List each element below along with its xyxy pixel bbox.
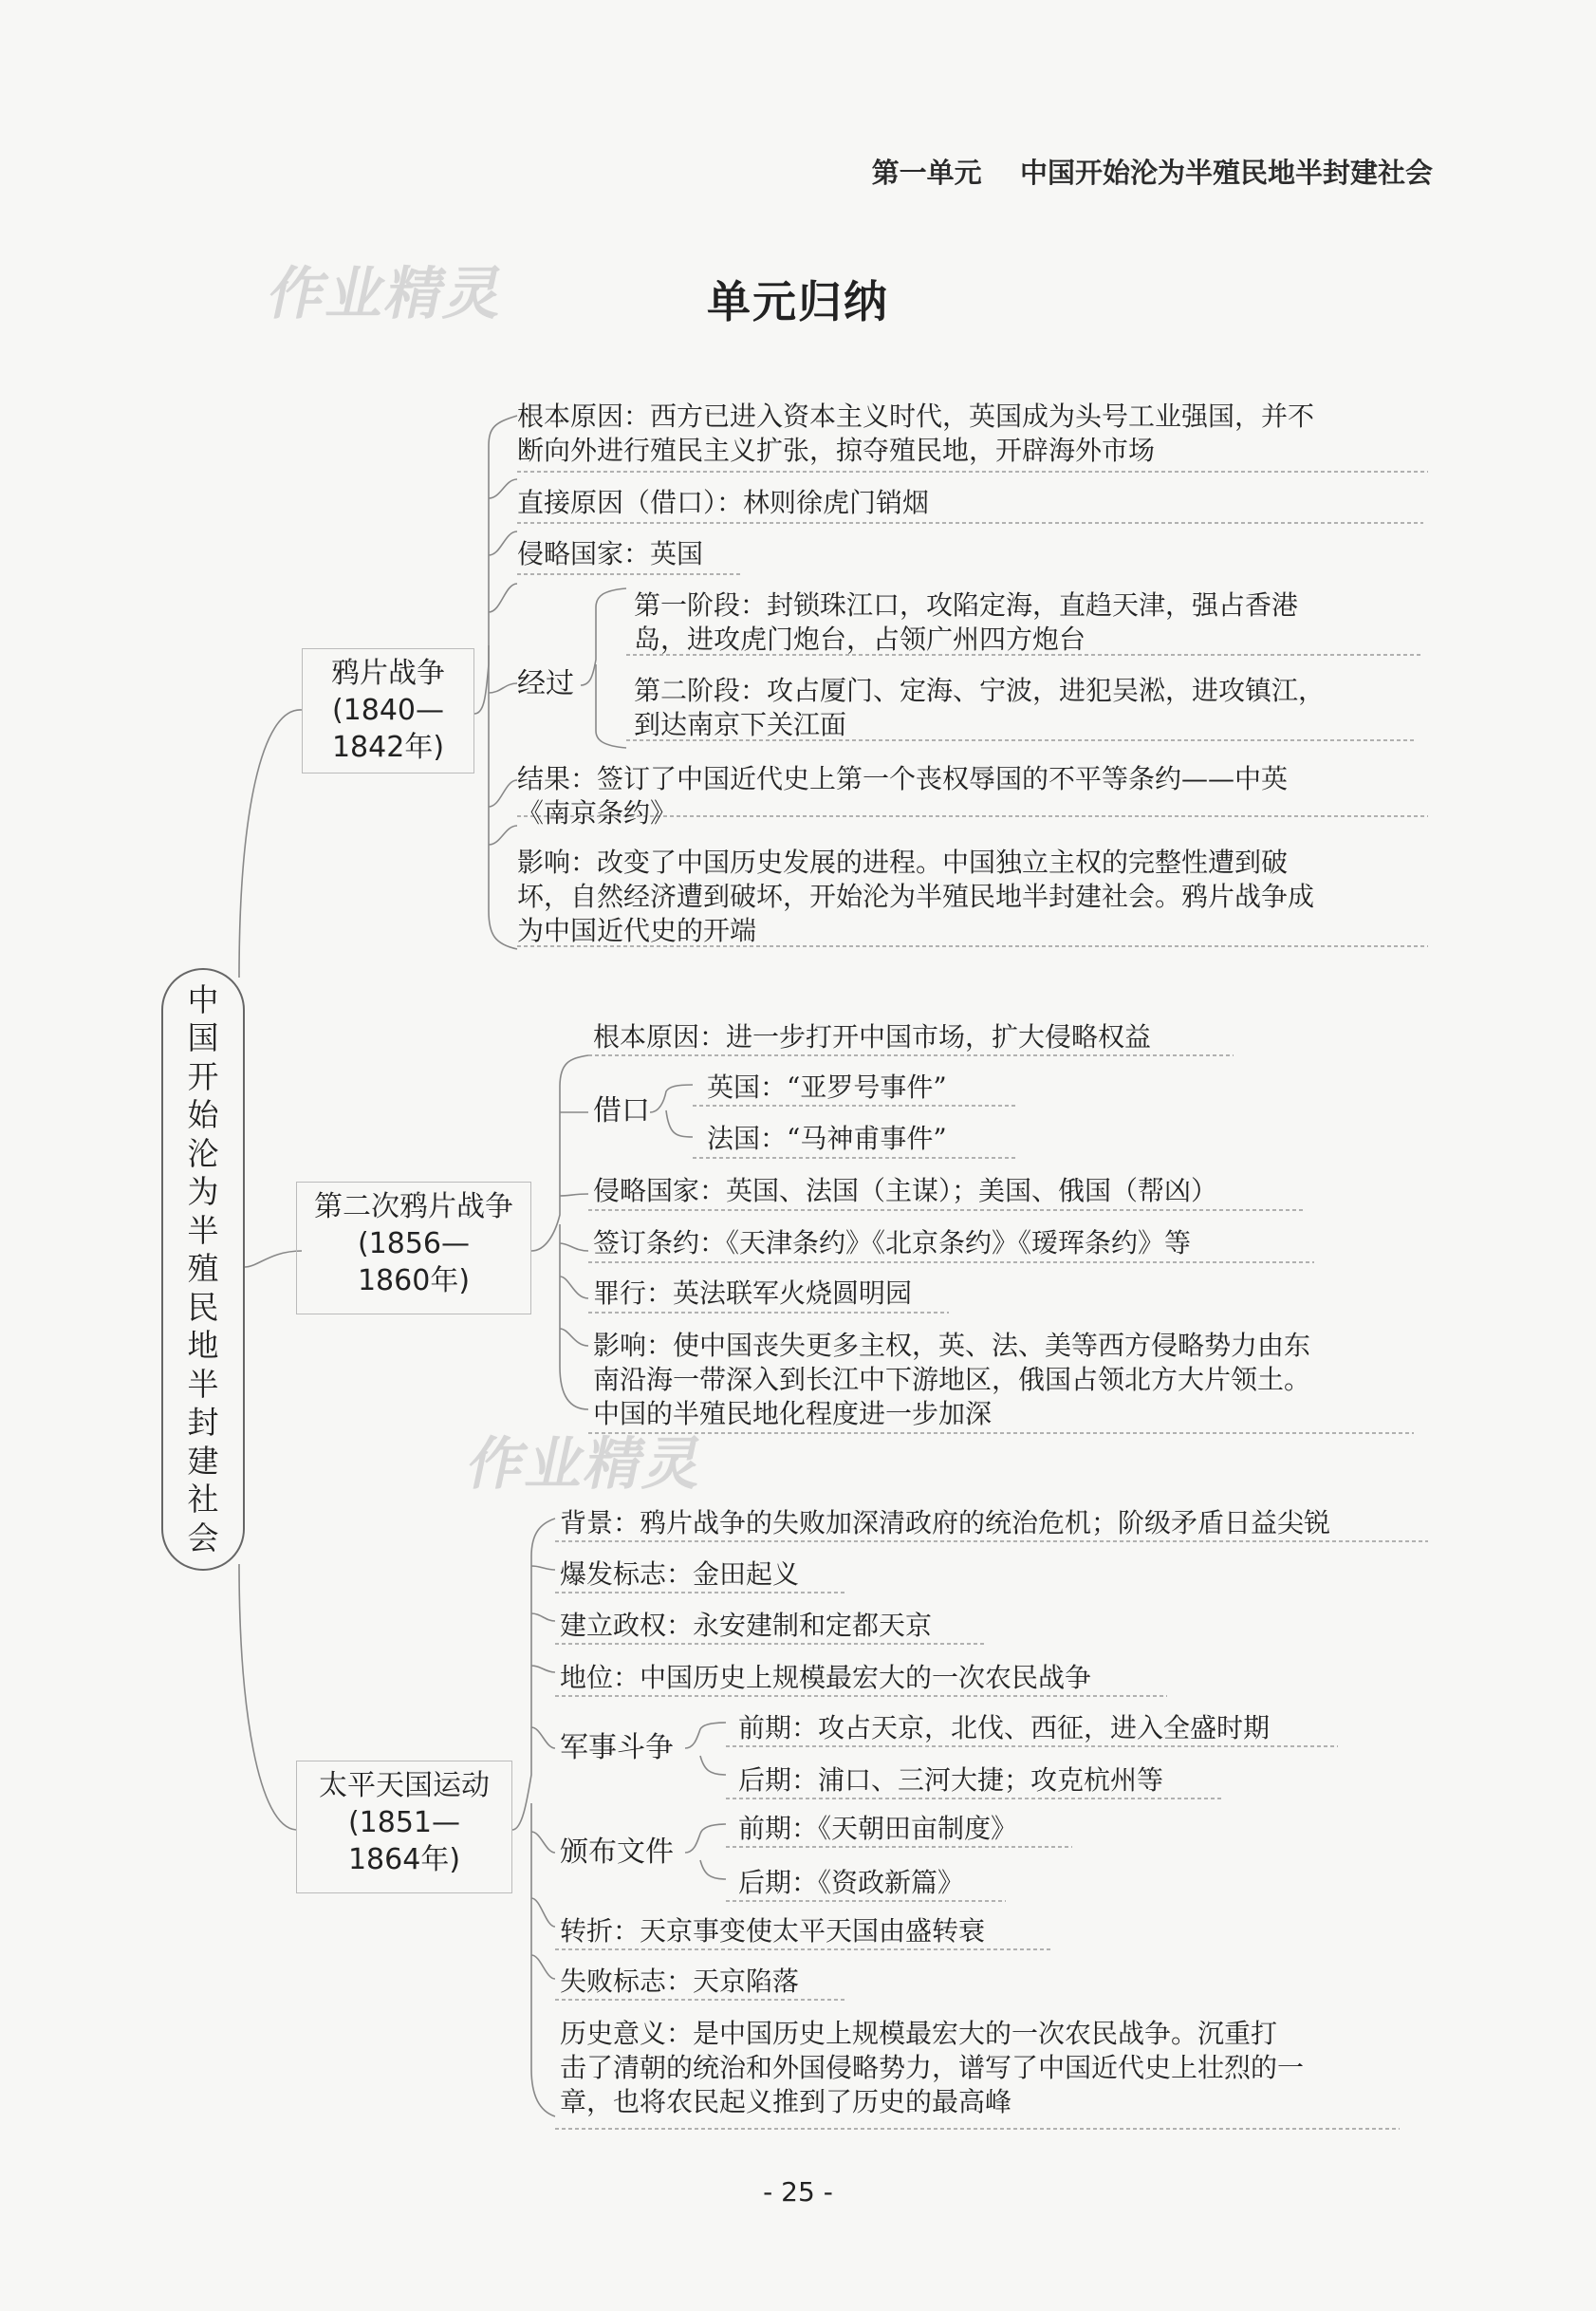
taiping-documents-label: 颁布文件 [560, 1836, 674, 1869]
second-root-cause: 根本原因：进一步打开中国市场，扩大侵略权益 [593, 1021, 1152, 1053]
second-treaties: 签订条约：《天津条约》《北京条约》《瑷珲条约》等 [593, 1227, 1192, 1258]
taiping-years-start: (1851— [347, 1806, 461, 1839]
taiping-outbreak: 爆发标志：金田起义 [560, 1558, 800, 1590]
taiping-doc-late: 后期：《资政新篇》 [738, 1867, 965, 1898]
root-char: 建 [187, 1442, 219, 1480]
root-char: 始 [187, 1096, 219, 1134]
taiping-regime: 建立政权：永安建制和定都天京 [560, 1610, 933, 1641]
second-aggressors: 侵略国家：英国、法国（主谋）；美国、俄国（帮凶） [593, 1175, 1218, 1206]
unit-label: 第一单元 [871, 157, 982, 189]
unit-title: 中国开始沦为半殖民地半封建社会 [1019, 157, 1433, 189]
root-char: 半 [187, 1365, 219, 1403]
taiping-military-late: 后期：浦口、三河大捷；攻克杭州等 [738, 1764, 1164, 1796]
watermark-top: 作业精灵 [262, 261, 512, 327]
taiping-significance-line3: 章，也将农民起义推到了历史的最高峰 [560, 2086, 1012, 2117]
opium-result-line2: 《南京条约》 [517, 797, 677, 829]
second-war-node [296, 1182, 531, 1314]
opium-war-node [302, 648, 474, 773]
second-pretext-label: 借口 [593, 1094, 650, 1128]
opium-impact-line1: 影响：改变了中国历史发展的进程。中国独立主权的完整性遭到破 [517, 847, 1289, 878]
root-node [161, 968, 245, 1571]
root-char: 中 [187, 980, 219, 1018]
root-char: 半 [187, 1211, 219, 1249]
second-war-years-end: 1860年) [357, 1264, 471, 1297]
opium-war-years-start: (1840— [331, 694, 445, 727]
opium-impact-line2: 坏，自然经济遭到破坏，开始沦为半殖民地半封建社会。鸦片战争成 [517, 881, 1315, 912]
taiping-significance-line2: 击了清朝的统治和外国侵略势力，谱写了中国近代史上壮烈的一 [560, 2052, 1305, 2083]
page-title: 单元归纳 [707, 276, 889, 327]
taiping-status: 地位：中国历史上规模最宏大的一次农民战争 [560, 1662, 1092, 1693]
opium-aggressor: 侵略国家：英国 [517, 538, 704, 569]
taiping-name: 太平天国运动 [319, 1769, 490, 1802]
root-char: 会 [187, 1519, 219, 1556]
opium-process-label: 经过 [517, 667, 574, 700]
root-char: 开 [187, 1057, 219, 1095]
second-impact-line1: 影响：使中国丧失更多主权，英、法、美等西方侵略势力由东 [593, 1330, 1311, 1361]
taiping-background: 背景：鸦片战争的失败加深清政府的统治危机；阶级矛盾日益尖锐 [560, 1507, 1331, 1538]
taiping-military-label: 军事斗争 [560, 1731, 674, 1764]
root-char: 沦 [187, 1134, 219, 1172]
opium-stage1-line1: 第一阶段：封锁珠江口，攻陷定海，直趋天津，强占香港 [634, 589, 1299, 621]
root-char: 社 [187, 1481, 219, 1519]
taiping-doc-early: 前期：《天朝田亩制度》 [738, 1813, 1018, 1844]
opium-direct-cause: 直接原因（借口）：林则徐虎门销烟 [517, 487, 930, 518]
root-char: 封 [187, 1404, 219, 1442]
page-number: - 25 - [763, 2176, 833, 2208]
second-impact-line2: 南沿海一带深入到长江中下游地区，俄国占领北方大片领土。 [593, 1364, 1311, 1395]
root-char: 地 [187, 1327, 219, 1365]
opium-root-cause-line1: 根本原因：西方已进入资本主义时代，英国成为头号工业强国，并不 [517, 401, 1315, 432]
taiping-turning: 转折：天京事变使太平天国由盛转衰 [560, 1915, 986, 1947]
taiping-years-end: 1864年) [347, 1843, 461, 1876]
root-char: 殖 [187, 1250, 219, 1288]
opium-result-line1: 结果：签订了中国近代史上第一个丧权辱国的不平等条约——中英 [517, 763, 1289, 794]
second-war-name: 第二次鸦片战争 [314, 1190, 513, 1223]
connector-root-taiping [239, 1564, 296, 1830]
second-pretext-fr: 法国：“马神甫事件” [707, 1123, 947, 1154]
opium-stage2-line1: 第二阶段：攻占厦门、定海、宁波，进犯吴淞，进攻镇江， [634, 675, 1326, 706]
taiping-failure: 失败标志：天京陷落 [560, 1966, 800, 1997]
second-war-years-start: (1856— [357, 1227, 471, 1260]
opium-stage2-line2: 到达南京下关江面 [634, 709, 847, 740]
connector-root-opium [239, 710, 302, 978]
second-impact-line3: 中国的半殖民地化程度进一步加深 [593, 1398, 993, 1429]
second-pretext-uk: 英国：“亚罗号事件” [707, 1072, 947, 1103]
connector-root-second [245, 1251, 302, 1267]
opium-stage1-line2: 岛，进攻虎门炮台，占领广州四方炮台 [634, 624, 1086, 655]
root-char: 民 [187, 1288, 219, 1326]
taiping-military-early: 前期：攻占天京，北伐、西征，进入全盛时期 [738, 1712, 1271, 1743]
watermark-middle: 作业精灵 [461, 1431, 712, 1498]
opium-war-name: 鸦片战争 [331, 657, 445, 690]
root-char: 国 [187, 1019, 219, 1057]
taiping-significance-line1: 历史意义：是中国历史上规模最宏大的一次农民战争。沉重打 [560, 2018, 1278, 2049]
opium-war-years-end: 1842年) [331, 731, 445, 764]
root-char: 为 [187, 1173, 219, 1211]
second-crime: 罪行：英法联军火烧圆明园 [593, 1277, 913, 1309]
taiping-node [296, 1761, 512, 1893]
opium-root-cause-line2: 断向外进行殖民主义扩张，掠夺殖民地，开辟海外市场 [517, 435, 1156, 466]
opium-impact-line3: 为中国近代史的开端 [517, 915, 757, 946]
